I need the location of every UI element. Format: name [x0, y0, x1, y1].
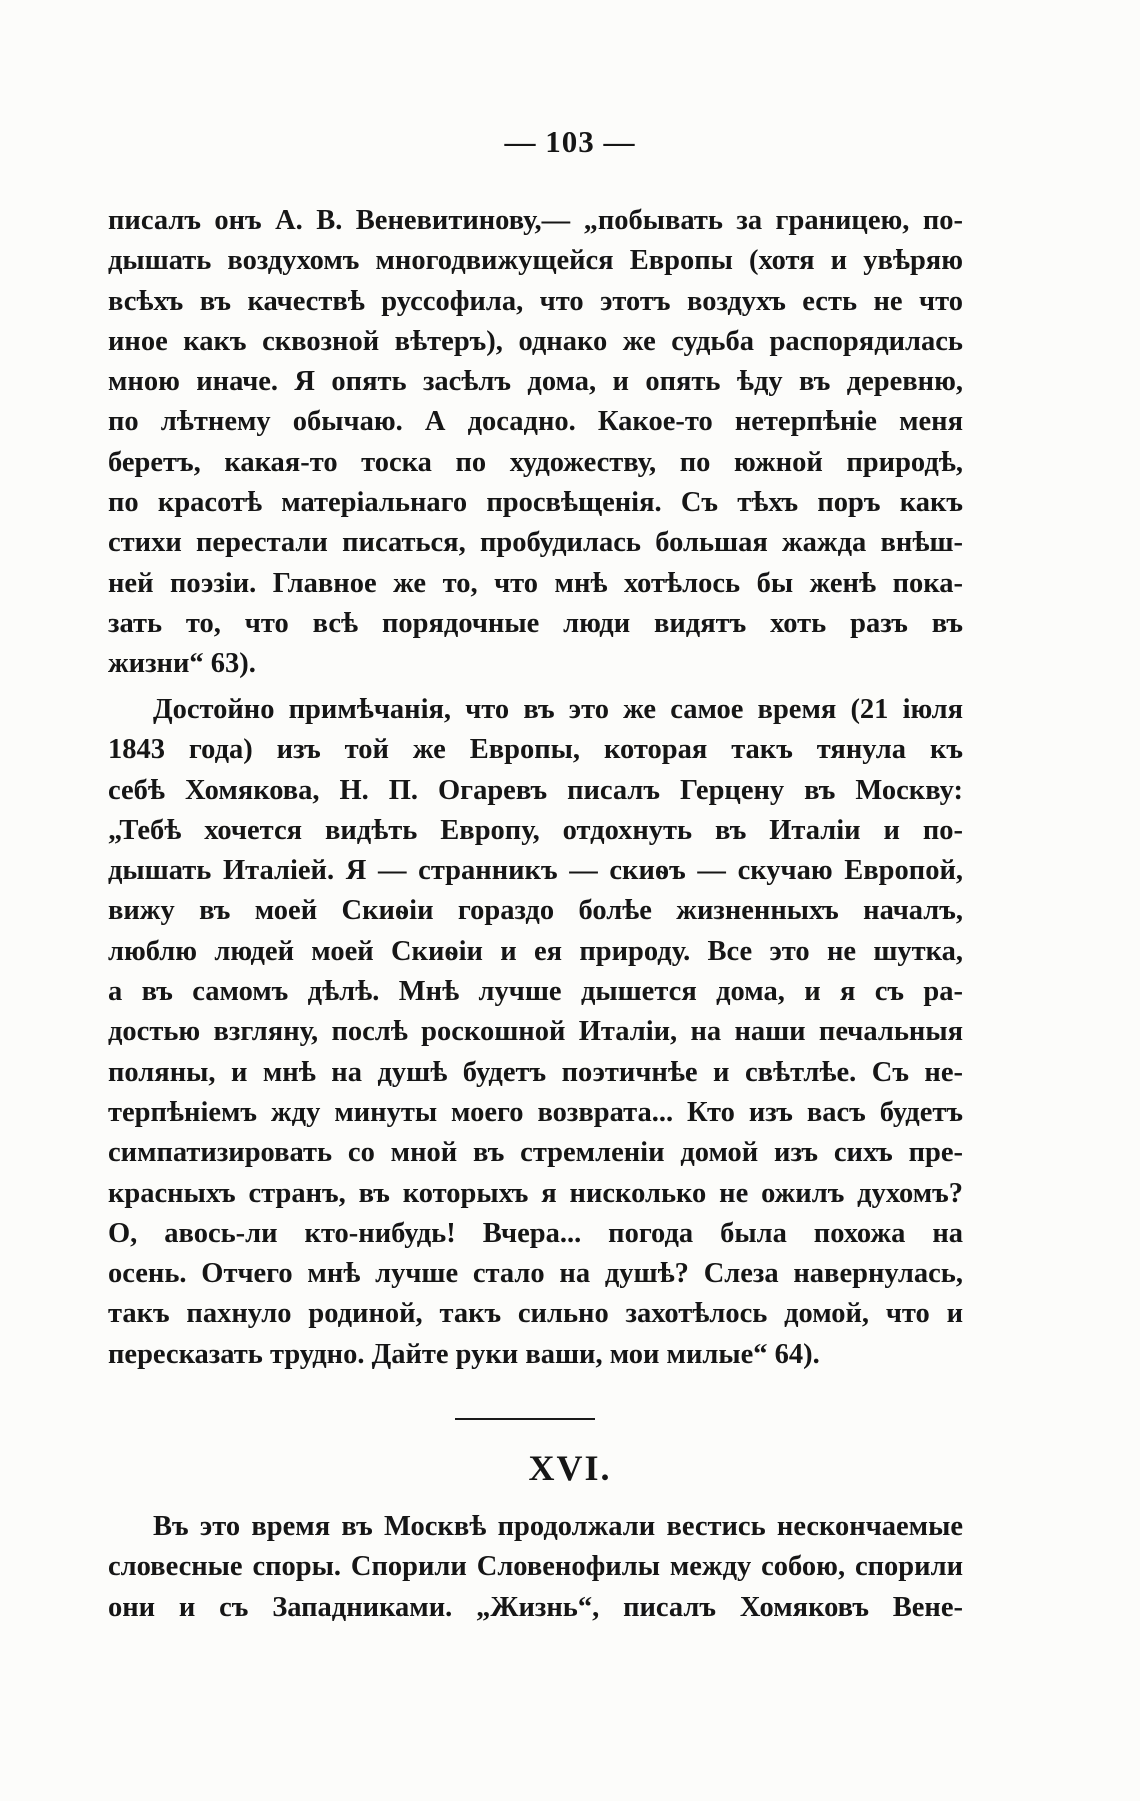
text-line: красныхъ странъ, въ которыхъ я нисколько не ожилъ духомъ? — [108, 1177, 963, 1209]
paragraph-3 — [108, 1507, 963, 1628]
text-line: 1843 года) изъ той же Европы, которая такъ тянула къ — [108, 734, 963, 766]
text-line: жизни“ 63). — [108, 648, 256, 680]
text-line: беретъ, какая-то тоска по художеству, по южной природѣ, — [108, 446, 963, 478]
paragraph-2 — [108, 690, 963, 1375]
text-line: люблю людей моей Скиѳіи и ея природу. Все это не шутка, — [108, 935, 963, 967]
text-line: а въ самомъ дѣлѣ. Мнѣ лучше дышется дома, и я съ ра- — [108, 976, 963, 1008]
text-line: Въ это время въ Москвѣ продолжали вестись нескончаемые — [153, 1511, 963, 1542]
text-line: по лѣтнему обычаю. А досадно. Какое-то нетерпѣніе меня — [108, 406, 963, 438]
text-line: терпѣніемъ жду минуты моего возврата... Кто изъ васъ будетъ — [108, 1096, 963, 1128]
text-line: ней поэзіи. Главное же то, что мнѣ хотѣлось бы женѣ пока- — [108, 567, 963, 599]
text-line: достью взгляну, послѣ роскошной Италіи, на наши печальныя — [108, 1016, 963, 1048]
section-heading: XVI. — [528, 1448, 612, 1488]
text-line: пересказать трудно. Дайте руки ваши, мои милые“ 64). — [108, 1338, 820, 1370]
text-line: „Тебѣ хочется видѣть Европу, отдохнуть въ Италіи и по- — [108, 814, 963, 846]
text-line: себѣ Хомякова, Н. П. Огаревъ писалъ Герцену въ Москву: — [108, 774, 963, 806]
text-line: словесные споры. Спорили Словенофилы между собою, спорили — [108, 1551, 963, 1583]
text-line: вижу въ моей Скиѳіи гораздо болѣе жизненныхъ началъ, — [108, 895, 963, 927]
text-line: Достойно примѣчанія, что въ это же самое время (21 іюля — [153, 694, 963, 725]
text-line: поляны, и мнѣ на душѣ будетъ поэтичнѣе и свѣтлѣе. Съ не- — [108, 1056, 963, 1088]
page-number: — 103 — — [504, 124, 636, 159]
text-line: зать то, что всѣ порядочные люди видятъ хоть разъ въ — [108, 607, 963, 639]
text-line: они и съ Западниками. „Жизнь“, писалъ Хомяковъ Вене- — [108, 1591, 963, 1623]
text-line: дышать Италіей. Я — странникъ — скиѳъ — скучаю Европой, — [108, 855, 963, 887]
text-line: осень. Отчего мнѣ лучше стало на душѣ? Слеза навернулась, — [108, 1258, 963, 1290]
text-line: такъ пахнуло родиной, такъ сильно захотѣлось домой, что и — [108, 1298, 963, 1330]
paragraph-1 — [108, 201, 963, 685]
text-line: симпатизировать со мной въ стремленіи домой изъ сихъ пре- — [108, 1137, 963, 1169]
text-line: О, авось-ли кто-нибудь! Вчера... погода была похожа на — [108, 1217, 963, 1249]
text-line: иное какъ сквозной вѣтеръ), однако же судьба распорядилась — [108, 325, 963, 357]
text-line: дышать воздухомъ многодвижущейся Европы (хотя и увѣряю — [108, 245, 963, 277]
text-line: мною иначе. Я опять засѣлъ дома, и опять ѣду въ деревню, — [108, 366, 963, 398]
text-line: стихи перестали писаться, пробудилась большая жажда внѣш- — [108, 527, 963, 559]
text-line: по красотѣ матеріальнаго просвѣщенія. Съ тѣхъ поръ какъ — [108, 487, 963, 519]
text-line: писалъ онъ А. В. Веневитинову,— „побывать за границею, по- — [108, 205, 963, 236]
text-line: всѣхъ въ качествѣ руссофила, что этотъ воздухъ есть не что — [108, 285, 963, 317]
section-divider — [455, 1418, 595, 1420]
